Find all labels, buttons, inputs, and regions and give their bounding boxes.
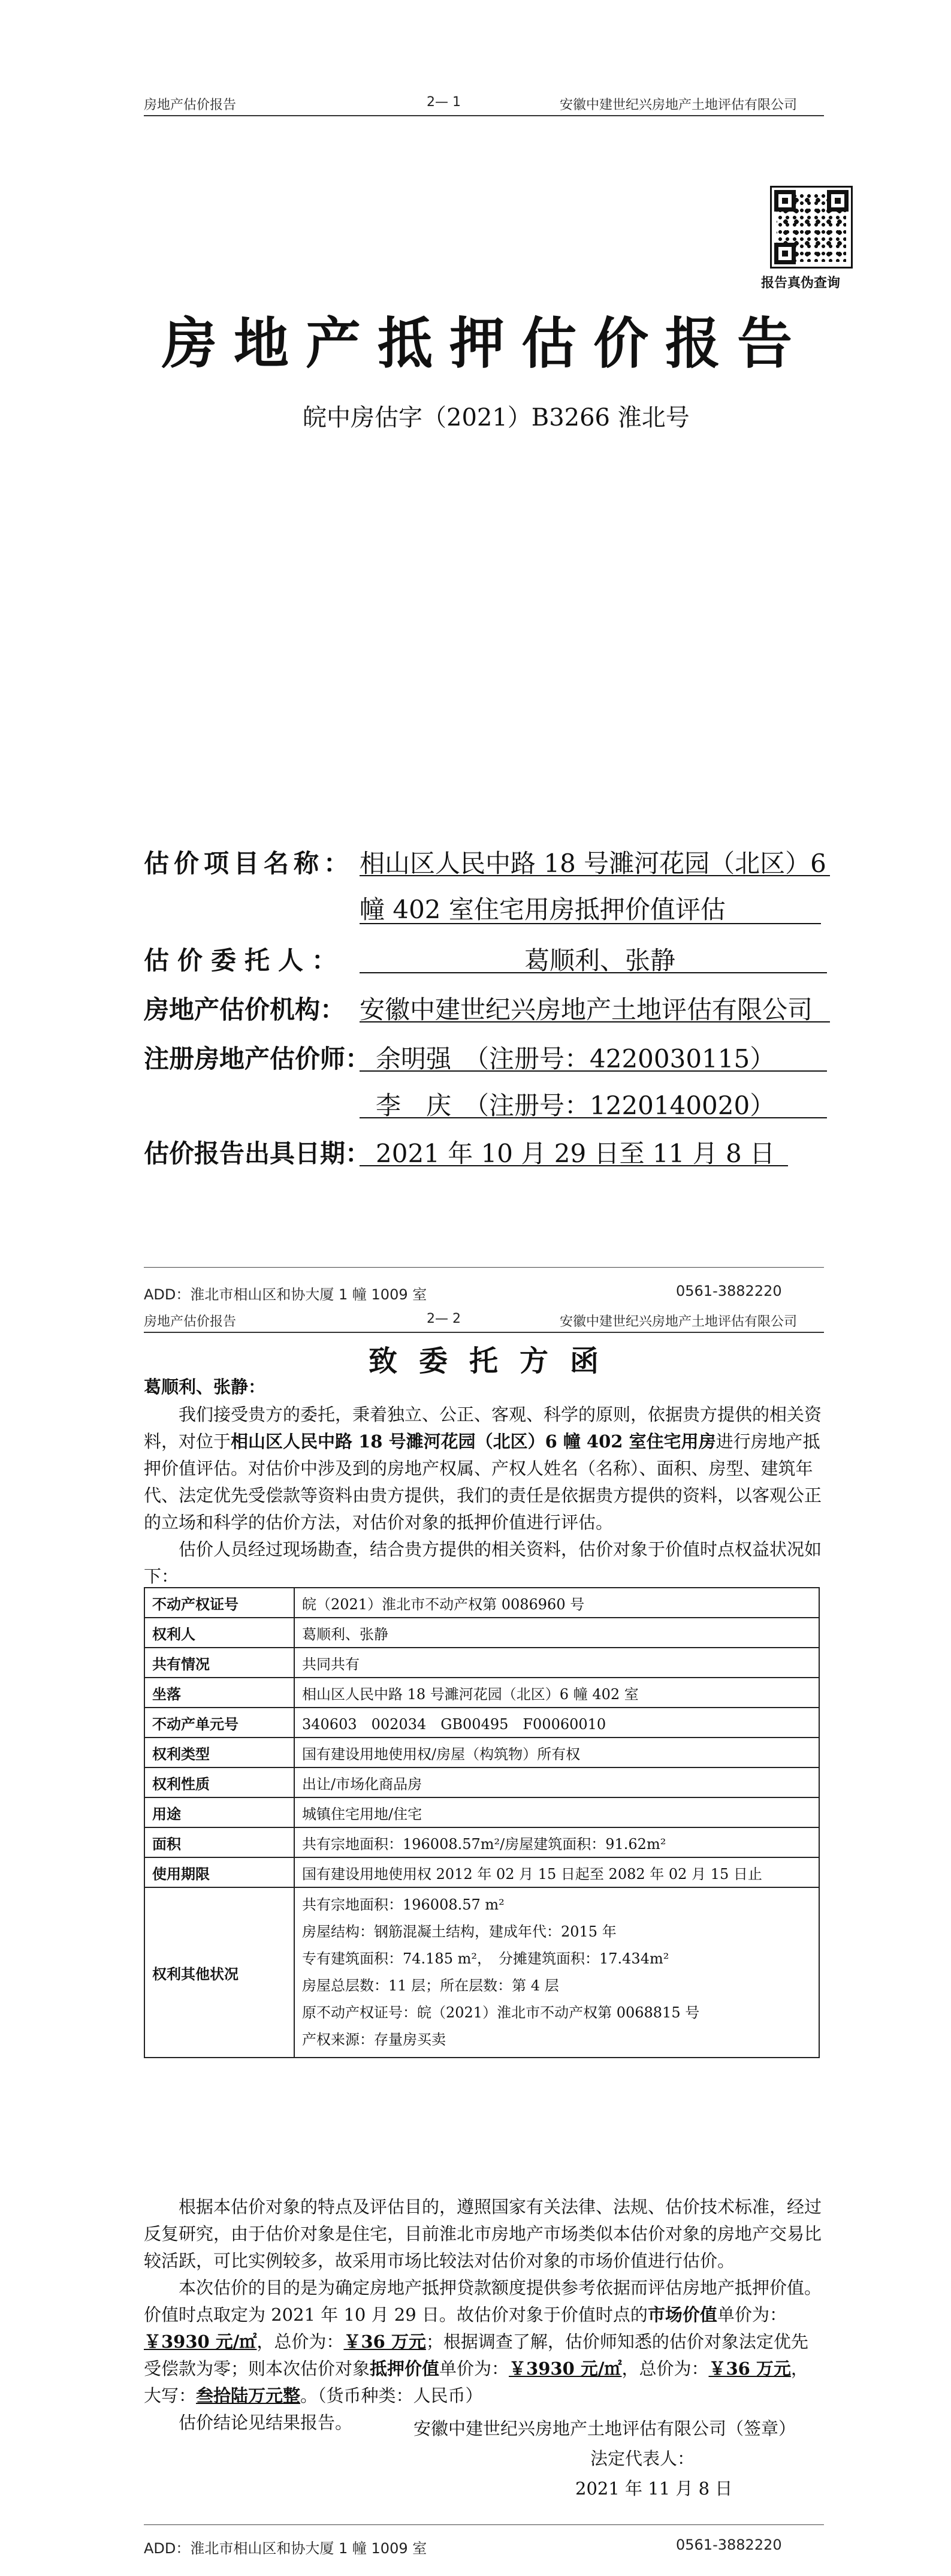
mortgage-total-words: 叁拾陆万元整 xyxy=(196,2385,301,2406)
agency-value: 安徽中建世纪兴房地产土地评估有限公司 xyxy=(360,995,813,1024)
date-label: 估价报告出具日期： xyxy=(144,1139,371,1168)
table-key: 权利人 xyxy=(144,1618,294,1648)
valuer-label: 注册房地产估价师： xyxy=(144,1044,371,1073)
valuer-underline-1 xyxy=(360,1070,827,1072)
letter-title: 致委托方函 xyxy=(369,1344,621,1378)
project-underline-1 xyxy=(360,875,830,876)
header-rule-p2 xyxy=(144,1332,824,1333)
table-key-other: 权利其他状况 xyxy=(144,1887,294,2058)
table-value: 城镇住宅用地/住宅 xyxy=(294,1797,819,1827)
table-value: 葛顺利、张静 xyxy=(294,1618,819,1648)
header-right-p2: 安徽中建世纪兴房地产土地评估有限公司 xyxy=(560,1314,798,1329)
other-line: 产权来源：存量房买卖 xyxy=(302,2031,446,2048)
result-text: ，总价为： xyxy=(621,2358,709,2379)
table-key: 权利类型 xyxy=(144,1738,294,1767)
signature-company: 安徽中建世纪兴房地产土地评估有限公司（签章） xyxy=(413,2418,796,2439)
table-value: 国有建设用地使用权/房屋（构筑物）所有权 xyxy=(294,1738,819,1767)
footer-rule xyxy=(144,1267,824,1268)
other-line: 原不动产权证号：皖（2021）淮北市不动产权第 0068815 号 xyxy=(302,2004,700,2021)
table-key: 共有情况 xyxy=(144,1648,294,1678)
footer-phone: 0561-3882220 xyxy=(676,1283,782,1299)
other-line: 房屋结构：钢筋混凝土结构，建成年代：2015 年 xyxy=(302,1923,617,1940)
result-text: 单价为： xyxy=(439,2358,509,2379)
table-key: 坐落 xyxy=(144,1678,294,1708)
project-value-line1: 相山区人民中路 18 号濉河花园（北区）6 xyxy=(360,849,826,878)
client-label: 估价委托人： xyxy=(144,946,346,975)
table-value: 340603 002034 GB00495 F00060010 xyxy=(294,1708,819,1738)
footer-address-p2: ADD：淮北市相山区和协大厦 1 幢 1009 室 xyxy=(144,2540,427,2557)
intro-paragraph xyxy=(144,1401,824,1590)
agency-underline xyxy=(360,1021,830,1022)
table-row xyxy=(144,1767,819,1797)
table-row xyxy=(144,1618,819,1648)
footer-address: ADD：淮北市相山区和协大厦 1 幢 1009 室 xyxy=(144,1286,427,1303)
valuer-2: 李 庆 （注册号：1220140020） xyxy=(376,1091,775,1120)
qr-code-icon[interactable] xyxy=(770,186,853,269)
table-value-other xyxy=(294,1887,819,2058)
report-title: 房地产抵押估价报告 xyxy=(162,311,810,376)
header-left-p2: 房地产估价报告 xyxy=(144,1314,237,1329)
intro-subject: 相山区人民中路 18 号濉河花园（北区）6 幢 402 室住宅用房 xyxy=(231,1431,716,1452)
footer-rule-p2 xyxy=(144,2524,824,2525)
table-row xyxy=(144,1738,819,1767)
document-number: 皖中房估字（2021）B3266 淮北号 xyxy=(303,404,690,432)
table-key: 权利性质 xyxy=(144,1767,294,1797)
mortgage-value-label: 抵押价值 xyxy=(370,2358,440,2379)
footer-phone-p2: 0561-3882220 xyxy=(676,2536,782,2553)
other-line: 共有宗地面积：196008.57 m² xyxy=(302,1896,505,1913)
market-value-label: 市场价值 xyxy=(647,2304,717,2325)
table-key: 面积 xyxy=(144,1827,294,1857)
result-text: ，总价为： xyxy=(256,2331,344,2352)
mortgage-total-price: ￥36 万元 xyxy=(708,2358,791,2379)
table-key: 不动产单元号 xyxy=(144,1708,294,1738)
market-unit-price: ￥3930 元/㎡ xyxy=(144,2331,257,2352)
result-paragraph xyxy=(144,2275,824,2409)
table-value: 共同共有 xyxy=(294,1648,819,1678)
date-underline xyxy=(360,1165,788,1166)
header-left: 房地产估价报告 xyxy=(144,98,237,113)
qr-caption: 报告真伪查询 xyxy=(761,276,841,291)
table-row xyxy=(144,1648,819,1678)
table-row-other xyxy=(144,1887,819,2058)
salutation: 葛顺利、张静： xyxy=(144,1377,266,1397)
intro-text-2: 进行房地产抵押价值评估。对估价中涉及到的房地产权属、产权人姓名（名称）、面积、房型、建筑年代、法定优先受偿款等资料由贵方提供，我们的责任是依据贵方提供的资料，以客观公正的立场和科学的估价方法，对估价对象的抵押价值进行评估。 xyxy=(144,1431,822,1533)
agency-label: 房地产估价机构： xyxy=(144,995,346,1024)
table-value: 相山区人民中路 18 号濉河花园（北区）6 幢 402 室 xyxy=(294,1678,819,1708)
result-text: 单价为： xyxy=(717,2304,787,2325)
table-key: 不动产权证号 xyxy=(144,1588,294,1618)
table-row xyxy=(144,1588,819,1618)
client-value: 葛顺利、张静 xyxy=(524,946,676,975)
header-right: 安徽中建世纪兴房地产土地评估有限公司 xyxy=(560,98,798,113)
other-line: 房屋总层数：11 层；所在层数：第 4 层 xyxy=(302,1977,559,1994)
valuer-underline-2 xyxy=(360,1117,827,1118)
table-row xyxy=(144,1857,819,1887)
valuation-paragraphs xyxy=(144,2194,824,2436)
client-underline xyxy=(360,972,827,973)
intro-text-1: 我们接受贵方的委托，秉着独立、公正、客观、科学的原则，依据贵方提供的相关资料，对位于 xyxy=(144,1404,822,1452)
table-row xyxy=(144,1708,819,1738)
rights-table xyxy=(144,1587,820,2058)
result-text: ；根据调查了解，估价师知悉的估价对象法定优先受偿款为零；则本次估价对象 xyxy=(144,2331,808,2379)
table-row xyxy=(144,1827,819,1857)
date-value: 2021 年 10 月 29 日至 11 月 8 日 xyxy=(376,1139,775,1168)
result-text: ，大写： xyxy=(144,2358,808,2406)
result-text: 本次估价的目的是为确定房地产抵押贷款额度提供参考依据而评估房地产抵押价值。价值时点取定为 2021 年 10 月 29 日。故估价对象于价值时点的 xyxy=(144,2278,822,2325)
mortgage-unit-price: ￥3930 元/㎡ xyxy=(509,2358,622,2379)
header-rule xyxy=(144,115,824,116)
table-key: 使用期限 xyxy=(144,1857,294,1887)
project-underline-2 xyxy=(360,923,821,924)
table-row xyxy=(144,1678,819,1708)
survey-paragraph: 估价人员经过现场勘查，结合贵方提供的相关资料，估价对象于价值时点权益状况如下： xyxy=(144,1539,822,1586)
other-line: 专有建筑面积：74.185 m²， 分摊建筑面积：17.434m² xyxy=(302,1950,669,1967)
header-page-number: 2— 1 xyxy=(427,95,461,110)
table-value: 皖（2021）淮北市不动产权第 0086960 号 xyxy=(294,1588,819,1618)
table-value: 出让/市场化商品房 xyxy=(294,1767,819,1797)
project-value-line2: 幢 402 室住宅用房抵押价值评估 xyxy=(360,895,726,924)
conclusion-paragraph: 估价结论见结果报告。 xyxy=(179,2412,353,2433)
valuer-1: 余明强 （注册号：4220030115） xyxy=(376,1044,775,1073)
signature-representative: 法定代表人： xyxy=(590,2448,695,2469)
signature-date: 2021 年 11 月 8 日 xyxy=(575,2478,733,2499)
method-paragraph: 根据本估价对象的特点及评估目的，遵照国家有关法律、法规、估价技术标准，经过反复研究，由于估价对象是住宅，目前淮北市房地产市场类似本估价对象的房地产交易比较活跃，可比实例较多，故采用市场比较法对估价对象的市场价值进行估价。 xyxy=(144,2197,822,2271)
result-text: 。（货币种类：人民币） xyxy=(300,2385,483,2406)
table-value: 国有建设用地使用权 2012 年 02 月 15 日起至 2082 年 02 月 15 日止 xyxy=(294,1857,819,1887)
header-page-number-p2: 2— 2 xyxy=(427,1311,461,1326)
market-total-price: ￥36 万元 xyxy=(343,2331,426,2352)
project-label: 估价项目名称： xyxy=(144,849,354,878)
table-row xyxy=(144,1797,819,1827)
table-value: 共有宗地面积：196008.57m²/房屋建筑面积：91.62m² xyxy=(294,1827,819,1857)
table-key: 用途 xyxy=(144,1797,294,1827)
